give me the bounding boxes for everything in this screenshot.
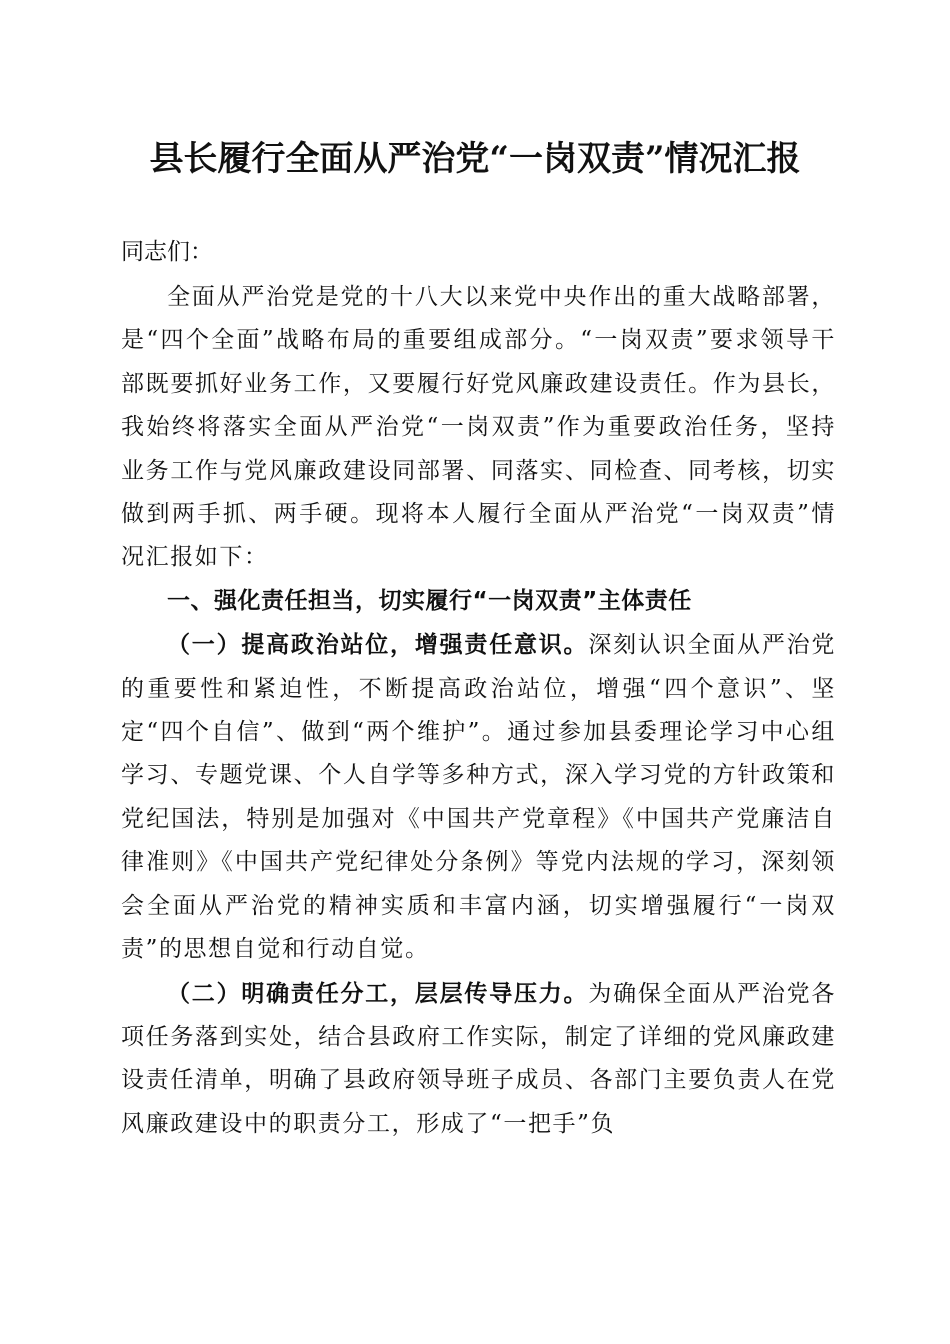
- section-heading-1: 一、强化责任担当，切实履行“一岗双责”主体责任: [167, 587, 692, 614]
- section-1-item-1-paragraph: [121, 623, 836, 971]
- document-title: 县长履行全面从严治党“一岗双责”情况汇报: [149, 139, 801, 179]
- section-1-item-2-paragraph: [121, 972, 836, 1147]
- section-1-item-1-heading: （一）提高政治站位，增强责任意识。: [167, 631, 589, 659]
- section-1-item-2-text: 为确保全面从严治党各项任务落到实处，结合县政府工作实际，制定了详细的党风廉政建设责任清单，明确了县政府领导班子成员、各部门主要负责人在党风廉政建设中的职责分工，形成了“一把手”负: [121, 980, 837, 1137]
- section-1-item-2-heading: （二）明确责任分工，层层传导压力。: [167, 979, 589, 1007]
- intro-paragraph: 全面从严治党是党的十八大以来党中央作出的重大战略部署，是“四个全面”战略布局的重要组成部分。“一岗双责”要求领导干部既要抓好业务工作，又要履行好党风廉政建设责任。作为县长，我始终将落实全面从严治党“一岗双责”作为重要政治任务，坚持业务工作与党风廉政建设同部署、同落实、同检查、同考核，切实做到两手抓、两手硬。现将本人履行全面从严治党“一岗双责”情况汇报如下：: [121, 284, 836, 571]
- document-body: [121, 276, 836, 1146]
- salutation: 同志们：: [121, 239, 213, 265]
- section-1-item-1-text: 深刻认识全面从严治党的重要性和紧迫性，不断提高政治站位，增强“四个意识”、坚定“四个自信”、做到“两个维护”。通过参加县委理论学习中心组学习、专题党课、个人自学等多种方式，深入学习党的方针政策和党纪国法，特别是加强对《中国共产党章程》《中国共产党廉洁自律准则》《中国共产党纪律处分条例》等党内法规的学习，深刻领会全面从严治党的精神实质和丰富内涵，切实增强履行“一岗双责”的思想自觉和行动自觉。: [121, 632, 837, 963]
